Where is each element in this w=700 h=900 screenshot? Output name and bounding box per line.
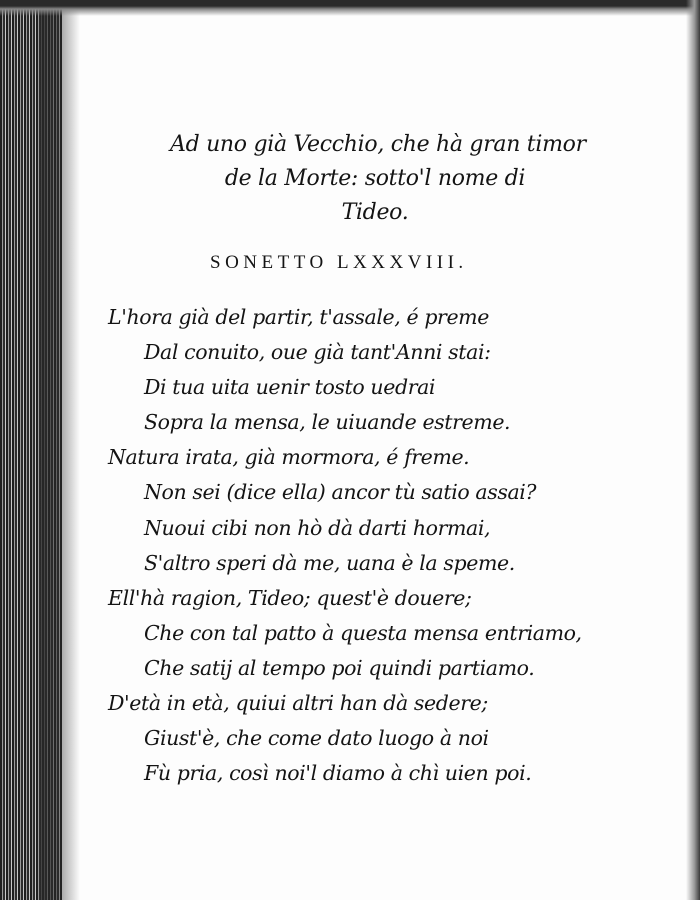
verse-line: L'hora già del partir, t'assale, é preme	[108, 305, 489, 329]
poem-dedication-heading	[170, 128, 586, 230]
verse-line: Natura irata, già mormora, é freme.	[108, 445, 470, 470]
sonnet-title: SONETTO LXXXVIII.	[210, 252, 468, 273]
verse-line: Sopra la mensa, le uiuande estreme.	[144, 410, 511, 435]
verse-line: S'altro speri dà me, uana è la speme.	[144, 550, 515, 575]
verse-line: Ell'hà ragion, Tideo; quest'è douere;	[108, 585, 472, 610]
heading-line: Tideo.	[341, 200, 409, 225]
verse-line: Che con tal patto à questa mensa entriamo,	[144, 620, 582, 645]
verse-line: D'età in età, quiui altri han dà sedere;	[108, 691, 488, 716]
sonnet-text	[108, 300, 582, 791]
verse-line: Dal conuito, oue già tant'Anni stai:	[144, 340, 491, 365]
gutter-shadow	[40, 0, 80, 900]
verse-line: Di tua uita uenir tosto uedrai	[144, 375, 436, 400]
verse-line: Giust'è, che come dato luogo à noi	[144, 726, 489, 751]
heading-line: Ad uno già Vecchio, che hà gran timor	[170, 132, 586, 157]
verse-line: Nuoui cibi non hò dà darti hormai,	[144, 515, 491, 540]
verse-line: Che satij al tempo poi quindi partiamo.	[144, 655, 535, 680]
page-top-edge	[0, 0, 700, 16]
page-right-edge	[686, 0, 700, 900]
heading-line: de la Morte: sotto'l nome di	[224, 166, 526, 191]
verse-line: Non sei (dice ella) ancor tù satio assai?	[144, 480, 537, 505]
verse-line: Fù pria, così noi'l diamo à chì uien poi.	[144, 761, 532, 786]
